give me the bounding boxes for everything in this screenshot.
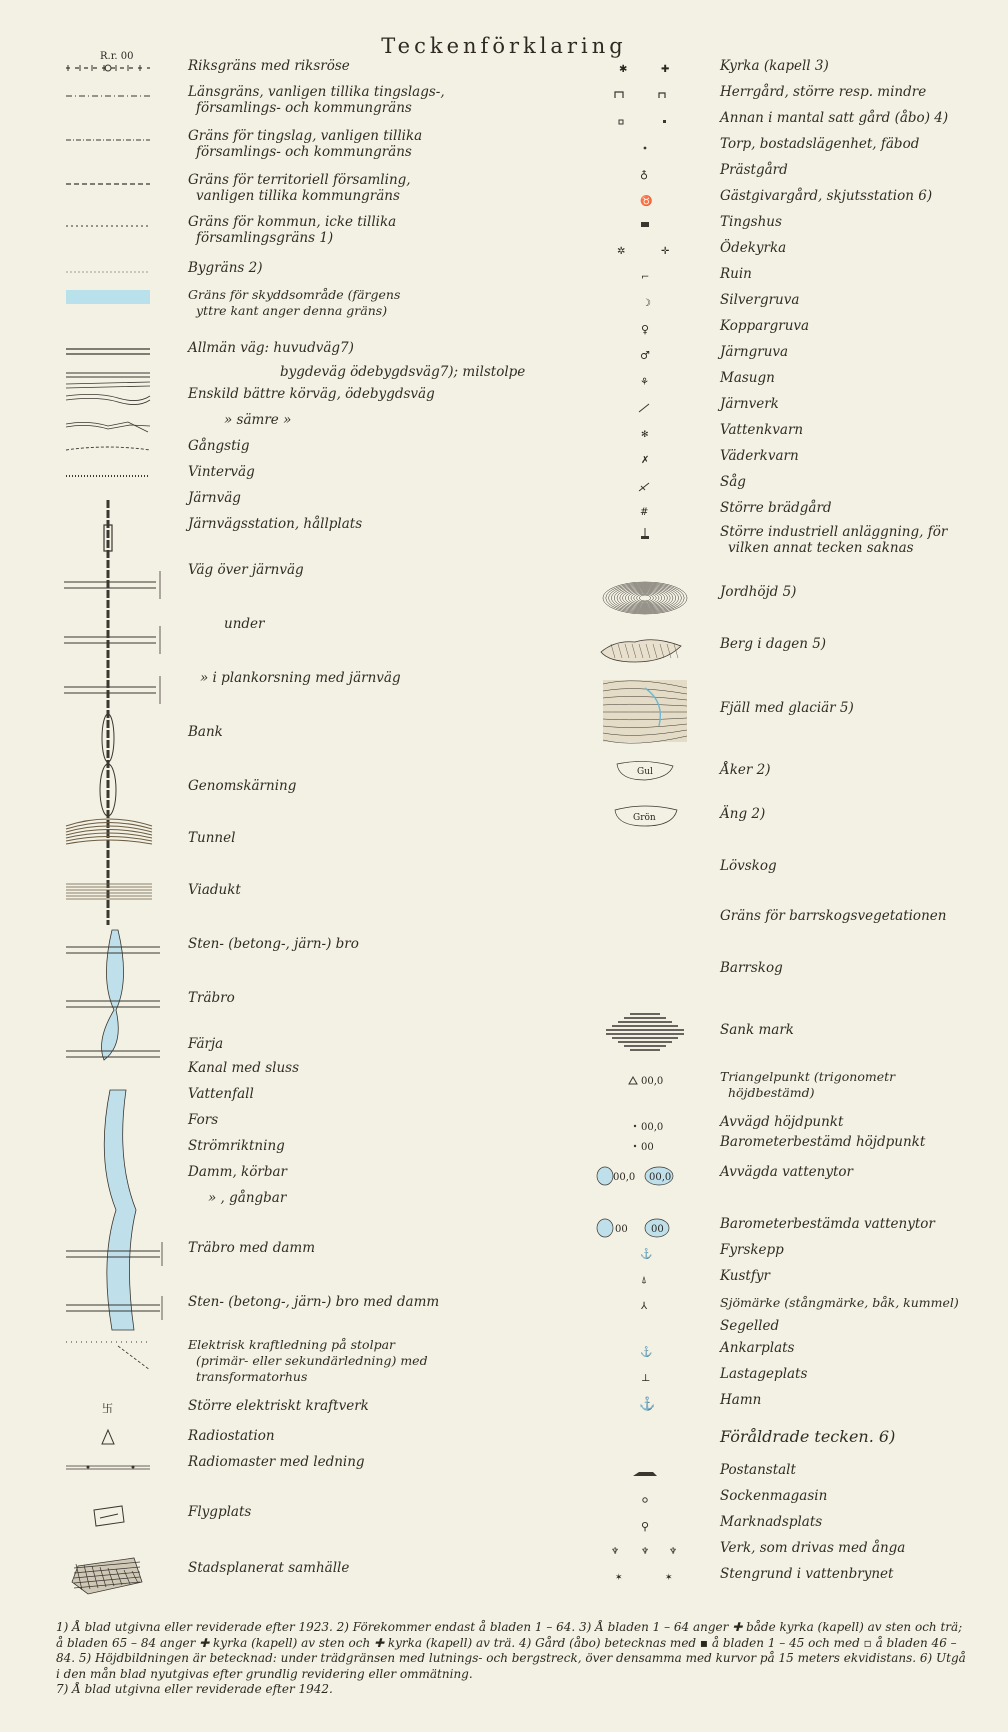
left-label: Riksgräns med riksröse bbox=[188, 58, 350, 74]
radiomast-symbol-icon bbox=[58, 1450, 158, 1490]
vattenyta-marker-d: 00 bbox=[651, 1224, 664, 1235]
right-label: Tingshus bbox=[720, 214, 782, 230]
left-label: församlingsgräns 1) bbox=[196, 230, 334, 246]
ang-marker: Grön bbox=[633, 813, 656, 823]
right-label: Järnverk bbox=[720, 396, 779, 412]
left-label: Träbro med damm bbox=[188, 1240, 316, 1256]
right-label: Ödekyrka bbox=[720, 240, 787, 256]
right-label: Fjäll med glaciär 5) bbox=[720, 700, 854, 716]
right-label: Barometerbestämda vattenytor bbox=[720, 1216, 935, 1232]
odekyrka-glyph-b: ✛ bbox=[661, 246, 670, 257]
verk-glyph-a: ♆ bbox=[611, 1547, 620, 1557]
right-label: Annan i mantal satt gård (åbo) 4) bbox=[720, 110, 949, 126]
right-label: Gästgivargård, skjutsstation 6) bbox=[720, 188, 933, 204]
tingslag-symbol-icon bbox=[58, 124, 158, 164]
left-label: transformatorhus bbox=[196, 1369, 308, 1384]
lans-symbol-icon bbox=[58, 80, 158, 120]
barometer-marker: 00 bbox=[641, 1142, 654, 1153]
verk-glyph-b: ♆ bbox=[641, 1547, 650, 1557]
footnotes bbox=[56, 1620, 966, 1698]
left-label: » sämre » bbox=[224, 412, 292, 428]
kraftverk-glyph: 卐 bbox=[102, 1402, 113, 1415]
left-label: församlings- och kommungräns bbox=[196, 144, 412, 160]
left-label: vanligen tillika kommungräns bbox=[196, 188, 400, 204]
sank-symbol-icon bbox=[595, 1018, 695, 1058]
left-label: Vinterväg bbox=[188, 464, 255, 480]
right-label: Stengrund i vattenbrynet bbox=[720, 1566, 894, 1582]
left-label: Sten- (betong-, järn-) bro bbox=[188, 936, 359, 952]
right-label: Barometerbestämd höjdpunkt bbox=[720, 1134, 926, 1150]
right-label: Lövskog bbox=[720, 858, 777, 874]
fyrskepp-glyph: ⚓ bbox=[640, 1249, 653, 1260]
right-label: Verk, som drivas med ånga bbox=[720, 1540, 906, 1556]
sjomarke-symbol-icon bbox=[595, 1290, 695, 1330]
right-label: vilken annat tecken saknas bbox=[728, 540, 914, 556]
left-label: Träbro bbox=[188, 990, 235, 1006]
right-label: Prästgård bbox=[720, 162, 788, 178]
right-label: Ankarplats bbox=[720, 1340, 795, 1356]
right-label: Avvägda vattenytor bbox=[720, 1164, 853, 1180]
footnote-text: 1) Å blad utgivna eller reviderade efter 1923. 2) Förekommer endast å bladen 1 – 64. 3) Å bladen 1 – 64 anger ✚ både kyrka (kapell) av sten och trä; å bladen 65 – 84 anger ✚ kyrka (kapell) av sten och ✚ kyrka (kapell) av trä. 4) Gård (åbo) betecknas med ▪ å bladen 1 – 45 och med ▫ å bladen 46 – 84. 5) Höjdbildningen är betecknad: under trädgränsen med lutnings- och bergstreck, över densamma med kurvor på 15 meters ekvidistans. 6) Utgå i den mån blad nyutgivas efter grundlig revidering eller ommätning. bbox=[56, 1620, 966, 1681]
right-label: Såg bbox=[720, 474, 746, 490]
left-label: Bygräns 2) bbox=[188, 260, 263, 276]
page-title: Teckenförklaring bbox=[381, 34, 627, 58]
kyrka-glyph-b: ✚ bbox=[661, 64, 670, 75]
gastgivargard-glyph: ♉ bbox=[640, 196, 653, 207]
silvergruva-glyph: ☽ bbox=[642, 298, 651, 309]
stad-symbol-icon bbox=[58, 1556, 158, 1596]
left-label: Flygplats bbox=[188, 1504, 252, 1520]
left-label: » , gångbar bbox=[208, 1190, 287, 1206]
ruin-glyph: ⌐ bbox=[641, 272, 650, 283]
right-label: Ruin bbox=[720, 266, 752, 282]
triangel-symbol-icon bbox=[595, 1064, 695, 1104]
jordhojd-symbol-icon bbox=[595, 580, 695, 620]
right-label: Herrgård, större resp. mindre bbox=[720, 84, 927, 100]
left-label: Järnvägsstation, hållplats bbox=[188, 516, 363, 532]
left-label: Enskild bättre körväg, ödebygdsväg bbox=[188, 386, 435, 402]
right-label: höjdbestämd) bbox=[728, 1085, 815, 1100]
vatten1-symbol-icon bbox=[595, 1160, 695, 1200]
left-label: Gräns för tingslag, vanligen tillika bbox=[188, 128, 423, 144]
right-label: Större brädgård bbox=[720, 500, 832, 516]
stengrund-glyph-a: ✶ bbox=[615, 1573, 623, 1583]
footnote-text-2: 7) Å blad utgivna eller reviderade efter 1942. bbox=[56, 1682, 333, 1696]
right-label: Silvergruva bbox=[720, 292, 800, 308]
left-label: Fors bbox=[188, 1112, 219, 1128]
left-label: Radiomaster med ledning bbox=[188, 1454, 365, 1470]
right-label: Jordhöjd 5) bbox=[720, 584, 797, 600]
right-label: Sjömärke (stångmärke, båk, kummel) bbox=[720, 1295, 959, 1310]
vinterväg-symbol-icon bbox=[58, 460, 158, 500]
left-label: Allmän väg: huvudväg7) bbox=[188, 340, 354, 356]
left-label: (primär- eller sekundärledning) med bbox=[196, 1353, 428, 1368]
berg-symbol-icon bbox=[595, 632, 695, 672]
right-label: Triangelpunkt (trigonometr bbox=[720, 1069, 896, 1084]
sten-symbol-icon bbox=[595, 1562, 695, 1602]
left-label: Kanal med sluss bbox=[188, 1060, 300, 1076]
left-label: Sten- (betong-, järn-) bro med damm bbox=[188, 1294, 440, 1310]
verk-glyph-c: ♆ bbox=[669, 1547, 678, 1557]
left-label: Gångstig bbox=[188, 438, 250, 454]
koppargruva-glyph: ♀ bbox=[641, 323, 650, 336]
left-label: Viadukt bbox=[188, 882, 241, 898]
left-label: Färja bbox=[188, 1036, 224, 1052]
right-label: Koppargruva bbox=[720, 318, 810, 334]
stengrund-glyph-b: ✶ bbox=[665, 1573, 673, 1583]
left-label: yttre kant anger denna gräns) bbox=[196, 303, 388, 318]
left-label: Vattenfall bbox=[188, 1086, 254, 1102]
right-label: Torp, bostadslägenhet, fäbod bbox=[720, 136, 920, 152]
right-label: Kyrka (kapell 3) bbox=[720, 58, 829, 74]
bradgard-glyph: # bbox=[640, 507, 649, 518]
sjomarke-glyph: ⅄ bbox=[641, 1301, 648, 1312]
ankarplats-glyph: ⚓ bbox=[640, 1347, 653, 1358]
industri-symbol-icon bbox=[595, 520, 695, 560]
right-label: Åker 2) bbox=[720, 762, 771, 778]
forsamling-symbol-icon bbox=[58, 168, 158, 208]
left-label: » i plankorsning med järnväg bbox=[200, 670, 401, 686]
left-label: Järnväg bbox=[188, 490, 241, 506]
left-label: Bank bbox=[188, 724, 223, 740]
skydd-symbol-icon bbox=[58, 282, 158, 322]
right-label: Berg i dagen 5) bbox=[720, 636, 827, 652]
left-label: Gräns för territoriell församling, bbox=[188, 172, 411, 188]
right-label: Avvägd höjdpunkt bbox=[720, 1114, 844, 1130]
left-label: församlings- och kommungräns bbox=[196, 100, 412, 116]
aker-symbol-icon bbox=[595, 758, 695, 798]
flyg-symbol-icon bbox=[58, 1500, 158, 1540]
right-label: Segelled bbox=[720, 1318, 780, 1334]
vattenkvarn-glyph: ✻ bbox=[641, 430, 649, 440]
left-label: Elektrisk kraftledning på stolpar bbox=[188, 1337, 395, 1352]
vattenyta-marker-a: 00,0 bbox=[613, 1172, 636, 1183]
fjall-symbol-icon bbox=[595, 696, 695, 736]
left-label: Större elektriskt kraftverk bbox=[188, 1398, 369, 1414]
right-label: Barrskog bbox=[720, 960, 783, 976]
left-label: Väg över järnväg bbox=[188, 562, 304, 578]
right-label: Marknadsplats bbox=[720, 1514, 823, 1530]
kyrka-glyph-a: ✱ bbox=[619, 64, 628, 75]
vattenyta-marker-b: 00,0 bbox=[649, 1172, 672, 1183]
avvagd-marker: 00,0 bbox=[641, 1122, 664, 1133]
kraft-symbol-icon bbox=[58, 1332, 158, 1372]
right-label: Äng 2) bbox=[720, 806, 766, 822]
triangelpunkt-marker: 00,0 bbox=[641, 1076, 664, 1087]
odekyrka-glyph-a: ✲ bbox=[617, 246, 626, 257]
vattenyta-marker-c: 00 bbox=[615, 1224, 628, 1235]
left-label: under bbox=[224, 616, 265, 632]
right-label: Större industriell anläggning, för bbox=[720, 524, 948, 540]
right-label: Sank mark bbox=[720, 1022, 794, 1038]
right-label: Föråldrade tecken. 6) bbox=[720, 1427, 896, 1446]
right-label: Hamn bbox=[720, 1392, 762, 1408]
right-label: Gräns för barrskogsvegetationen bbox=[720, 908, 947, 924]
right-label: Lastageplats bbox=[720, 1366, 808, 1382]
left-label: Stadsplanerat samhälle bbox=[188, 1560, 350, 1576]
ang-symbol-icon bbox=[595, 802, 695, 842]
right-label: Järngruva bbox=[720, 344, 789, 360]
right-label: Fyrskepp bbox=[720, 1242, 784, 1258]
aker-marker: Gul bbox=[637, 767, 653, 777]
prastgard-glyph: ♁ bbox=[640, 168, 649, 181]
vaderkvarn-glyph: ✗ bbox=[641, 455, 650, 466]
riksrose-marker: R.r. 00 bbox=[100, 51, 134, 62]
marknadsplats-glyph: ⚲ bbox=[641, 1520, 650, 1533]
lastageplats-glyph: ⊥ bbox=[641, 1373, 651, 1384]
right-label: Kustfyr bbox=[720, 1268, 770, 1284]
kommun-symbol-icon bbox=[58, 210, 158, 250]
left-label: bygdeväg ödebygdsväg7); milstolpe bbox=[280, 364, 526, 380]
right-label: Vattenkvarn bbox=[720, 422, 804, 438]
right-label: Postanstalt bbox=[720, 1462, 796, 1478]
masugn-glyph: ⚘ bbox=[640, 377, 649, 388]
left-label: Gräns för kommun, icke tillika bbox=[188, 214, 397, 230]
left-label: Gräns för skyddsområde (färgens bbox=[188, 287, 401, 302]
left-label: Radiostation bbox=[188, 1428, 275, 1444]
jarngruva-glyph: ♂ bbox=[640, 349, 650, 362]
left-label: Tunnel bbox=[188, 830, 236, 846]
hamn-symbol-icon bbox=[595, 1388, 695, 1428]
left-label: Damm, körbar bbox=[188, 1164, 287, 1180]
hamn-glyph: ⚓ bbox=[639, 1397, 656, 1412]
left-label: Strömriktning bbox=[188, 1138, 285, 1154]
kustfyr-glyph: ⍋ bbox=[641, 1275, 647, 1286]
right-label: Väderkvarn bbox=[720, 448, 799, 464]
left-label: Genomskärning bbox=[188, 778, 297, 794]
left-label: Länsgräns, vanligen tillika tingslags-, bbox=[188, 84, 445, 100]
right-label: Sockenmagasin bbox=[720, 1488, 828, 1504]
right-label: Masugn bbox=[720, 370, 775, 386]
